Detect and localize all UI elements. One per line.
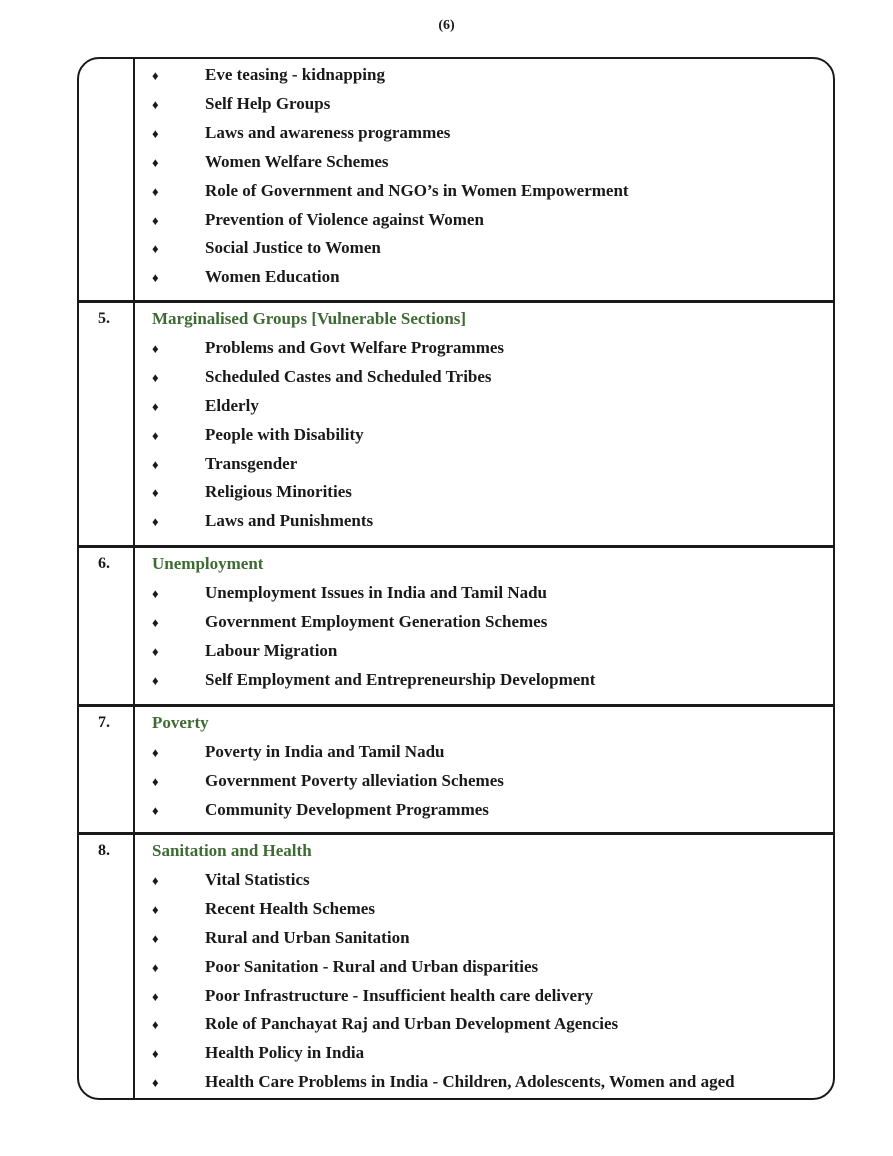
- list-item-text: Religious Minorities: [205, 482, 352, 502]
- diamond-bullet-icon: ♦: [152, 643, 159, 659]
- diamond-bullet-icon: ♦: [152, 959, 159, 975]
- list-item-text: Poor Infrastructure - Insufficient health care delivery: [205, 985, 594, 1005]
- list-item-text: Unemployment Issues in India and Tamil Nadu: [205, 582, 548, 602]
- diamond-bullet-icon: ♦: [152, 427, 159, 443]
- diamond-bullet-icon: ♦: [152, 241, 159, 257]
- diamond-bullet-icon: ♦: [152, 125, 159, 141]
- diamond-bullet-icon: ♦: [152, 672, 159, 688]
- diamond-bullet-icon: ♦: [152, 1075, 159, 1091]
- diamond-bullet-icon: ♦: [152, 773, 159, 789]
- diamond-bullet-icon: ♦: [152, 585, 159, 601]
- diamond-bullet-icon: ♦: [152, 802, 159, 818]
- section-heading: Unemployment: [152, 554, 264, 573]
- diamond-bullet-icon: ♦: [152, 456, 159, 472]
- page-number: (6): [438, 18, 455, 33]
- list-item-text: Women Education: [205, 267, 340, 287]
- diamond-bullet-icon: ♦: [152, 96, 159, 112]
- list-item-text: Social Justice to Women: [205, 238, 381, 258]
- list-item-text: Government Employment Generation Schemes: [205, 611, 548, 631]
- list-item-text: Community Development Programmes: [205, 799, 489, 819]
- list-item-text: People with Disability: [205, 424, 364, 444]
- diamond-bullet-icon: ♦: [152, 270, 159, 286]
- list-item-text: Women Welfare Schemes: [205, 151, 389, 171]
- diamond-bullet-icon: ♦: [152, 369, 159, 385]
- diamond-bullet-icon: ♦: [152, 154, 159, 170]
- diamond-bullet-icon: ♦: [152, 930, 159, 946]
- diamond-bullet-icon: ♦: [152, 485, 159, 501]
- list-item-text: Laws and awareness programmes: [205, 122, 451, 142]
- list-item-text: Role of Panchayat Raj and Urban Development Agencies: [205, 1014, 619, 1034]
- section-number: 6.: [98, 555, 110, 572]
- diamond-bullet-icon: ♦: [152, 1017, 159, 1033]
- list-item-text: Elderly: [205, 395, 259, 415]
- section-heading: Sanitation and Health: [152, 841, 312, 860]
- diamond-bullet-icon: ♦: [152, 340, 159, 356]
- section-heading: Poverty: [152, 713, 209, 732]
- diamond-bullet-icon: ♦: [152, 901, 159, 917]
- section-number: 5.: [98, 310, 110, 327]
- list-item-text: Recent Health Schemes: [205, 898, 375, 918]
- list-item-text: Scheduled Castes and Scheduled Tribes: [205, 366, 492, 386]
- row-divider: [77, 300, 835, 303]
- list-item-text: Poor Sanitation - Rural and Urban disparities: [205, 956, 539, 976]
- list-item-text: Role of Government and NGO’s in Women Empowerment: [205, 180, 629, 200]
- list-item-text: Problems and Govt Welfare Programmes: [205, 337, 505, 357]
- diamond-bullet-icon: ♦: [152, 1046, 159, 1062]
- diamond-bullet-icon: ♦: [152, 614, 159, 630]
- list-item-text: Labour Migration: [205, 640, 338, 660]
- diamond-bullet-icon: ♦: [152, 398, 159, 414]
- list-item-text: Health Care Problems in India - Children, Adolescents, Women and aged: [205, 1072, 735, 1092]
- diamond-bullet-icon: ♦: [152, 988, 159, 1004]
- list-item-text: Prevention of Violence against Women: [205, 209, 484, 229]
- list-item-text: Self Help Groups: [205, 93, 331, 113]
- column-divider: [133, 57, 135, 1100]
- diamond-bullet-icon: ♦: [152, 872, 159, 888]
- list-item-text: Poverty in India and Tamil Nadu: [205, 741, 445, 761]
- list-item-text: Laws and Punishments: [205, 511, 374, 531]
- list-item-text: Self Employment and Entrepreneurship Development: [205, 669, 596, 689]
- row-divider: [77, 832, 835, 835]
- diamond-bullet-icon: ♦: [152, 514, 159, 530]
- list-item-text: Rural and Urban Sanitation: [205, 927, 410, 947]
- diamond-bullet-icon: ♦: [152, 212, 159, 228]
- list-item-text: Government Poverty alleviation Schemes: [205, 770, 504, 790]
- section-number: 8.: [98, 842, 110, 859]
- list-item-text: Health Policy in India: [205, 1043, 365, 1063]
- diamond-bullet-icon: ♦: [152, 183, 159, 199]
- diamond-bullet-icon: ♦: [152, 68, 159, 83]
- row-divider: [77, 545, 835, 548]
- section-heading: Marginalised Groups [Vulnerable Sections]: [152, 309, 467, 328]
- list-item-text: Transgender: [205, 453, 298, 473]
- section-number: 7.: [98, 714, 110, 731]
- diamond-bullet-icon: ♦: [152, 744, 159, 760]
- list-item-text: Eve teasing - kidnapping: [205, 65, 385, 84]
- list-item-text: Vital Statistics: [205, 869, 310, 889]
- row-divider: [77, 704, 835, 707]
